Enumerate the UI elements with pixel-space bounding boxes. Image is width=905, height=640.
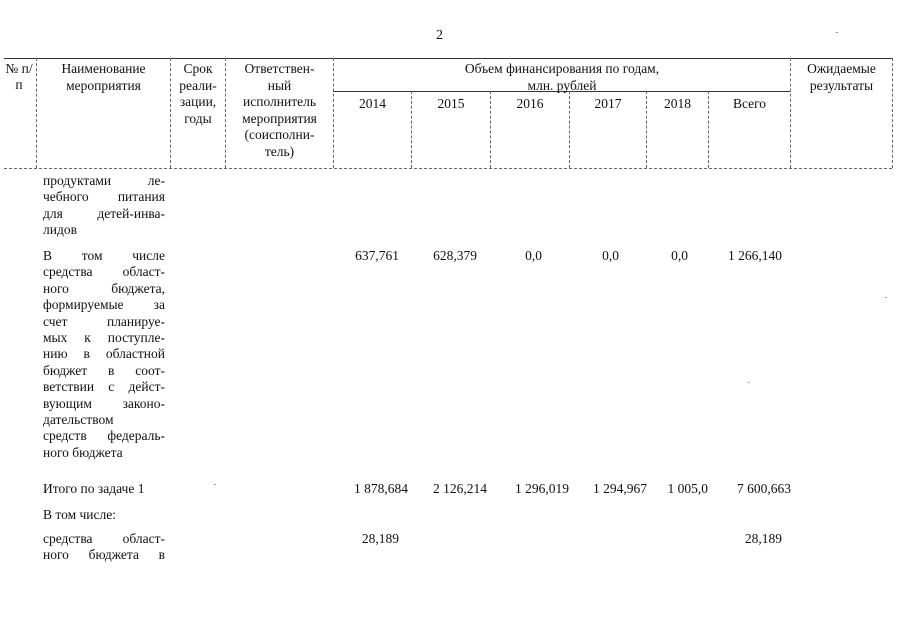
row-2-name-line: В том числе (43, 248, 165, 263)
row-5-value-total: 28,189 (744, 531, 782, 546)
row-2-name-line: формируемые за (43, 297, 165, 313)
row-3-value-total: 7 600,663 (737, 481, 791, 496)
row-5-name-line: средства област- (43, 531, 165, 546)
scan-speck (214, 484, 216, 485)
row-1-name-line: для детей-инва- (43, 205, 165, 221)
header-resp-line-3: исполнитель (243, 94, 316, 109)
row-2-name (43, 248, 165, 461)
header-funding-line-2: млн. рублей (527, 77, 597, 93)
row-4-label: В том числе: (43, 507, 116, 522)
row-2-name-line: средства област- (43, 264, 165, 280)
header-year-2015: 2015 (437, 96, 465, 111)
row-3-value-2014: 1 878,684 (354, 481, 408, 496)
row-5-name-line: ного бюджета в (43, 547, 165, 563)
row-2-name-line: бюджет в соот- (43, 362, 165, 378)
row-1-name (43, 173, 165, 239)
header-col-funding (334, 61, 790, 94)
row-3-value-2017: 1 294,967 (593, 481, 647, 496)
header-col-responsible (226, 61, 333, 160)
header-funding-line-1: Объем финансирования по годам, (464, 61, 660, 76)
row-5-value-2014: 28,189 (361, 531, 399, 546)
row-2-name-line: счет планируе- (43, 313, 165, 329)
header-resp-line-6: тель) (264, 143, 295, 159)
row-2-name-line: вующим законо- (43, 395, 165, 411)
header-term-line-4: годы (184, 110, 212, 126)
header-name-line-2: мероприятия (66, 77, 141, 93)
header-year-2016: 2016 (516, 96, 544, 111)
header-year-2014: 2014 (359, 96, 386, 111)
row-2-value-2015: 628,379 (433, 248, 477, 263)
header-col-number-text: № п/п (5, 61, 33, 92)
header-year-2018: 2018 (664, 96, 691, 111)
scan-speck (748, 382, 750, 384)
row-5-name (43, 531, 165, 564)
header-name-line-1: Наименование (61, 61, 146, 76)
row-2-value-total: 1 266,140 (728, 248, 782, 263)
header-term-line-1: Срок (183, 61, 213, 76)
row-3-label: Итого по задаче 1 (43, 481, 145, 496)
row-1-name-line: лидов (43, 222, 77, 238)
header-results-line-1: Ожидаемые (807, 61, 876, 76)
row-2-value-2016: 0,0 (525, 248, 542, 263)
header-col-term (171, 61, 225, 127)
row-3-value-2015: 2 126,214 (433, 481, 487, 496)
row-2-name-line: ветствии с дейст- (43, 379, 165, 395)
row-3-value-2016: 1 296,019 (515, 481, 569, 496)
header-year-total: Всего (732, 96, 767, 111)
header-resp-line-5: (соисполни- (244, 127, 315, 142)
header-resp-line-2: ный (267, 77, 292, 93)
header-resp-line-1: Ответствен- (244, 61, 315, 76)
row-2-name-line: дательством (43, 412, 114, 428)
row-2-value-2014: 637,761 (355, 248, 399, 263)
row-2-name-line: ного бюджета (43, 444, 123, 460)
header-col-results (791, 61, 892, 94)
row-2-name-line: средств федераль- (43, 428, 165, 444)
scan-speck (885, 297, 887, 298)
row-1-name-line: продуктами ле- (43, 173, 165, 188)
header-col-number (2, 61, 36, 93)
row-2-name-line: мых к поступле- (43, 330, 165, 346)
header-col-name (37, 61, 170, 94)
row-2-name-line: нию в областной (43, 346, 165, 362)
header-year-2017: 2017 (594, 96, 622, 111)
header-results-line-2: результаты (809, 77, 874, 93)
row-2-value-2017: 0,0 (602, 248, 619, 263)
header-term-line-2: реали- (179, 77, 217, 93)
scan-speck (836, 32, 838, 33)
page-number: 2 (436, 28, 443, 43)
header-term-line-3: зации, (179, 94, 217, 109)
row-2-value-2018: 0,0 (671, 248, 688, 263)
header-resp-line-4: мероприятия (242, 110, 317, 126)
row-1-name-line: чебного питания (43, 189, 165, 205)
row-2-name-line: ного бюджета, (43, 280, 165, 296)
row-3-value-2018: 1 005,0 (667, 481, 708, 496)
